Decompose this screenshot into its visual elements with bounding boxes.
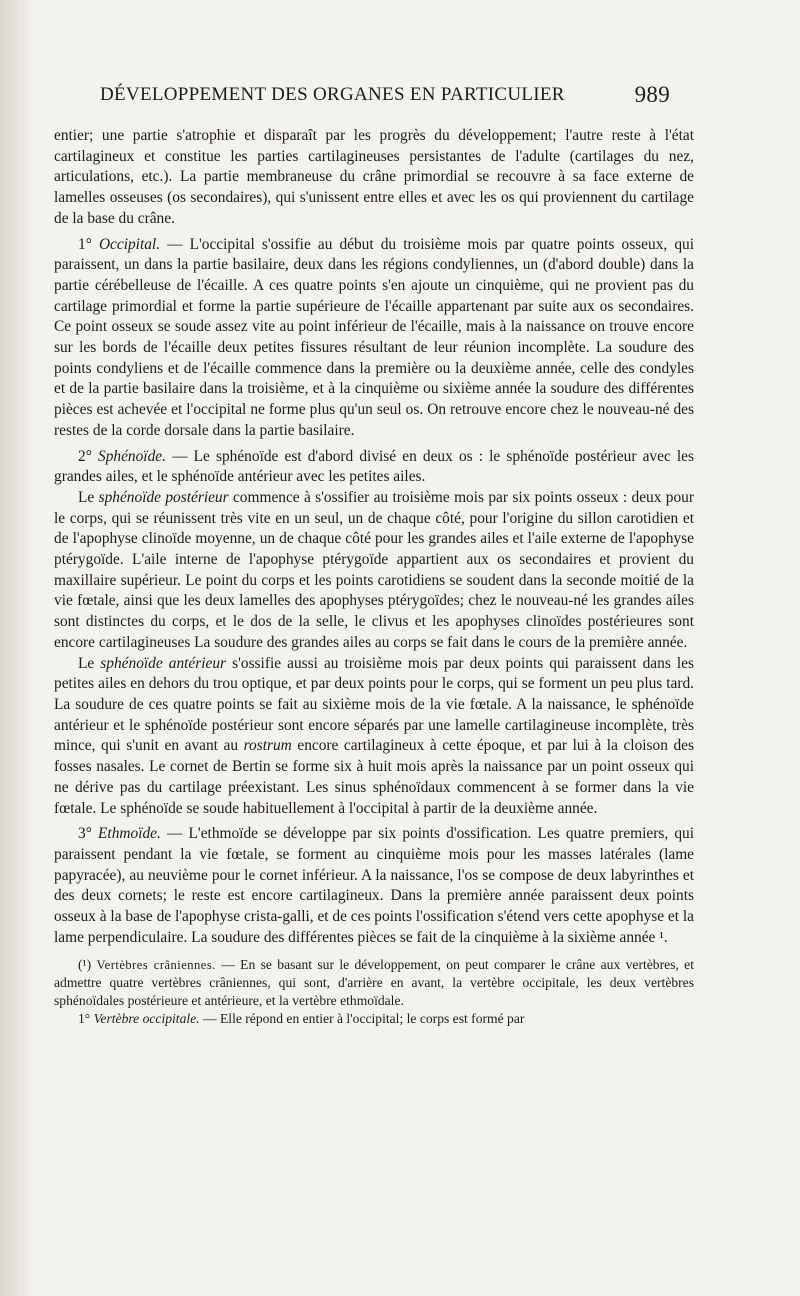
paragraph-text: commence à s'ossifier au troisième mois par six points osseux : deux pour le corps, qui se réunissent très vite en un seul, un de chaque côté, pour l'origine du sillon carotidien et de l'apophyse clinoïde moyenne, un de chaque côté pour les grandes ailes et l'aile externe de l'apophyse ptérygoïde. L'aile interne de l'apophyse ptérygoïde appartient aux os secondaires et provient du maxillaire supérieur. Le point du corps et les points carotidiens se soudent dans la seconde moitié de la vie fœtale, ainsi que les deux lamelles des apophyses ptérygoïdes; chez le nouveau-né les grandes ailes sont distinctes du corps, et le dos de la selle, le clivus et les apophyses clinoïdes postérieures sont encore cartilagineuses La soudure des grandes ailes au corps se fait dans le cours de la première année. [54,488,694,651]
paragraph-text: — Le sphénoïde est d'abord divisé en deux os : le sphénoïde postérieur avec les grandes ailes, et le sphénoïde antérieur avec les petites ailes. [54,447,694,486]
footnote-heading: Vertèbres crâniennes. [96,958,216,973]
section-heading-occipital: Occipital. [98,235,161,253]
body-text [54,126,694,1028]
page-header [100,84,670,116]
section-number: 3° [78,825,92,843]
paragraph-continuation [54,126,694,230]
footnote-text: — En se basant sur le développement, on peut comparer le crâne aux vertèbres, et admettre quatre vertèbres crâniennes, qui sont, d'arrière en avant, la vertèbre occipitale, les deux vertèbres sphénoïdales postérieure et antérieure, et la vertèbre ethmoïdale. [54,957,694,1009]
paragraph-ethmoide [54,824,694,948]
paragraph-occipital [54,235,694,442]
section-number: 1° [78,235,92,253]
paragraph-sphenoide [54,447,694,488]
term-rostrum: rostrum [243,737,292,755]
paragraph-text: — L'ethmoïde se développe par six points d'ossification. Les quatre premiers, qui paraissent pendant la vie fœtale, se forment au cinquième mois pour les masses latérales (lame papyracée), au neuvième pour le cornet inférieur. A la naissance, l'os se compose de deux labyrinthes et des deux cornets; le reste est encore cartilagineux. Dans la première année paraissent deux points osseux à la base de l'apophyse crista-galli, et de ces points l'ossification s'étend vers cette apophyse et la lame perpendiculaire. La soudure des différentes pièces se fait de la cinquième à la sixième année ¹. [54,825,694,946]
page-edge-shadow [0,0,34,1296]
footnote-vertebres-craniennes [54,956,694,1010]
footnotes [54,956,694,1028]
footnote-vertebre-occipitale [54,1010,694,1028]
term-sphenoide-anterieur: sphénoïde antérieur [100,654,227,672]
paragraph-text: — L'occipital s'ossifie au début du troisième mois par quatre points osseux, qui paraissent, un dans la partie basilaire, deux dans les régions condyliennes, un (d'abord double) dans la partie cérébelleuse de l'écaille. A ces quatre points s'en ajoute un cinquième, qui ne provient pas du cartilage primordial et forme la partie supérieure de l'écaille appartenant par suite aux os secondaires. Ce point osseux se soude assez vite au point inférieur de l'écaille, mais à la naissance on trouve encore sur les bords de l'écaille deux petites fissures résultant de leur réunion incomplète. La soudure des points condyliens et de l'écaille commence dans la première ou la deuxième année, celle des condyles et de la partie basilaire dans la troisième, et à la cinquième ou sixième année la soudure des différentes pièces est achevée et l'occipital ne forme plus qu'un seul os. On retrouve encore chez le nouveau-né des restes de la corde dorsale dans la partie basilaire. [54,235,694,439]
section-heading-sphenoide: Sphénoïde. [98,447,166,465]
page-number: 989 [634,82,670,107]
section-number: 2° [78,447,92,465]
footnote-text: — Elle répond en entier à l'occipital; le corps est formé par [199,1011,525,1027]
paragraph-text: encore cartilagineux à cette époque, et par lui à la cloison des fosses nasales. Le cornet de Bertin se forme six à huit mois après la naissance par un point osseux qui ne dérive pas du cartilage préexistant. Les sinus sphénoïdaux commencent à se former dans la vie fœtale. Le sphénoïde se soude habituellement à l'occipital à partir de la deuxième année. [54,737,695,817]
paragraph-sphenoide-posterieur [54,488,694,654]
term-sphenoide-posterieur: sphénoïde postérieur [98,488,229,506]
paragraph-text: Le [78,488,99,506]
footnote-heading: Vertèbre occipitale. [93,1011,200,1027]
paragraph-text: entier; une partie s'atrophie et disparaît par les progrès du développement; l'autre reste à l'état cartilagineux et constitue les parties cartilagineuses persistantes de l'adulte (cartilages du nez, articulations, etc.). La partie membraneuse du crâne primordial se recouvre à sa face externe de lamelles osseuses (os secondaires), qui s'unissent entre elles et avec les os qui proviennent du cartilage de la base du crâne. [54,127,694,227]
paragraph-text: s'ossifie aussi au troisième mois par deux points qui paraissent dans les petites ailes en dehors du trou optique, et par deux points pour le corps, qui se forment un peu plus tard. La soudure de ces quatre points se fait au sixième mois de la vie fœtale. A la naissance, le sphénoïde antérieur et le sphénoïde postérieur sont encore séparés par une lamelle cartilagineuse incomplète, très mince, qui s'unit en avant au [54,654,694,755]
paragraph-text: Le [78,654,101,672]
footnote-marker: (¹) [78,957,92,973]
running-title: DÉVELOPPEMENT DES ORGANES EN PARTICULIER [100,84,565,105]
paragraph-sphenoide-anterieur [54,654,694,820]
footnote-number: 1° [78,1011,91,1027]
section-heading-ethmoide: Ethmoïde. [98,825,161,843]
